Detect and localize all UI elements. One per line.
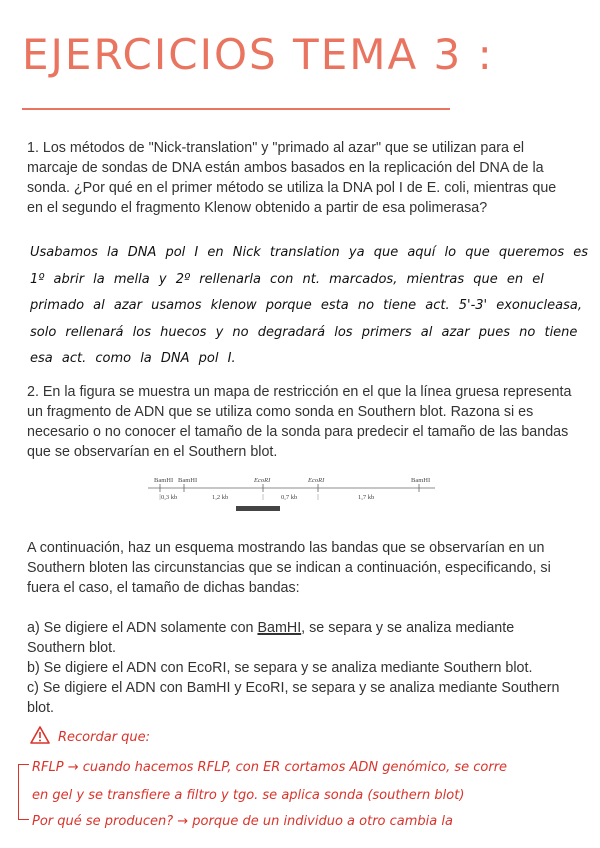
segment-label: 1,2 kb bbox=[212, 494, 229, 501]
warning-triangle-icon bbox=[30, 726, 50, 744]
question-3-intro: A continuación, haz un esquema mostrando las bandas que se observarían en un Southern bloten las circunstancias que se indican a continuación, especificando, si fuera el caso, el tamaño de dichas bandas: bbox=[27, 540, 551, 596]
site-label: BamHI bbox=[154, 477, 174, 484]
notes-bracket bbox=[18, 764, 29, 820]
probe-bar bbox=[236, 506, 280, 511]
site-label: EcoRI bbox=[308, 477, 325, 484]
notes-line-3: Por qué se producen? → porque de un individuo a otro cambia la bbox=[32, 814, 453, 829]
answer-1-handwritten: Usabamos la DNA pol I en Nick translation ya que aquí lo que queremos es 1º abrir la mella y 2º rellenarla con nt. marcados, mientras que en el primado al azar usamos klenow porque esta no tiene act. 5'-3' exonucleasa, solo rellenará los huecos y no degradará los primers al azar pues no tiene esa act. como la DNA pol I. bbox=[30, 245, 588, 367]
question-3b: b) Se digiere el ADN con EcoRI, se separa y se analiza mediante Southern blot. bbox=[27, 660, 533, 676]
bamhi-underlined: BamHI bbox=[257, 620, 302, 636]
question-1: 1. Los métodos de "Nick-translation" y "primado al azar" que se utilizan para el marcaje de sondas de DNA están ambos basados en la replicación del DNA de la sonda. ¿Por qué en el primer método se utiliza la DNA pol I de E. coli, mientras que en el segundo el fragmento Klenow obtenido a partir de esa polimerasa? bbox=[27, 140, 557, 216]
site-label: BamHI bbox=[411, 477, 431, 484]
segment-label: 0,7 kb bbox=[281, 494, 298, 501]
site-label: BamHI bbox=[178, 477, 198, 484]
title-underline bbox=[22, 108, 450, 110]
segment-label: 0,3 kb bbox=[161, 494, 178, 501]
page-title: EJERCICIOS TEMA 3 : bbox=[22, 30, 494, 79]
segment-label: 1,7 kb bbox=[358, 494, 375, 501]
notes-line-2: en gel y se transfiere a filtro y tgo. se aplica sonda (southern blot) bbox=[32, 788, 465, 803]
question-3c: c) Se digiere el ADN con BamHI y EcoRI, se separa y se analiza mediante Southern blot. bbox=[27, 680, 560, 716]
notes-heading: Recordar que: bbox=[58, 730, 151, 745]
restriction-map bbox=[140, 472, 440, 516]
site-label: EcoRI bbox=[254, 477, 271, 484]
question-3a: a) Se digiere el ADN solamente con BamHI, se separa y se analiza mediante Southern blot. bbox=[27, 620, 515, 656]
question-2: 2. En la figura se muestra un mapa de restricción en el que la línea gruesa representa un fragmento de ADN que se utiliza como sonda en Southern blot. Razona si es necesario o no conocer el tamaño de la sonda para predecir el tamaño de las bandas que se observarían en el Southern blot. bbox=[27, 384, 572, 460]
notes-line-1: RFLP → cuando hacemos RFLP, con ER cortamos ADN genómico, se corre bbox=[32, 760, 508, 775]
